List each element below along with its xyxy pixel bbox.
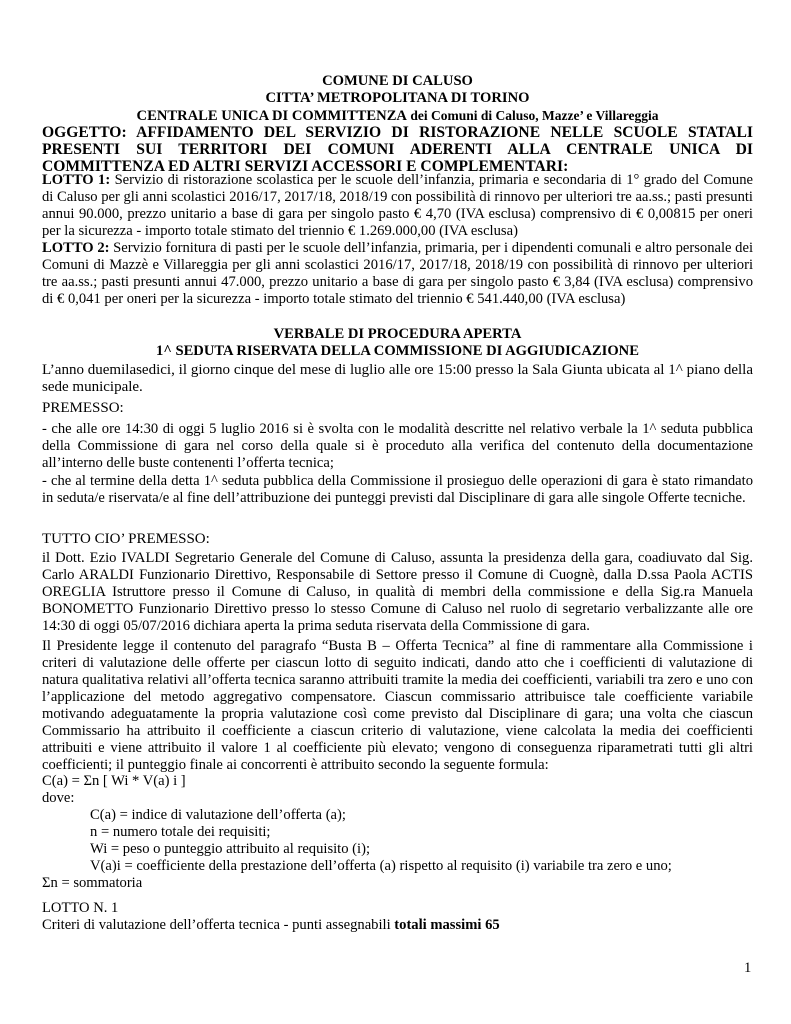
- page-number: 1: [744, 960, 752, 976]
- lotto-n1-heading: LOTTO N. 1: [42, 900, 119, 916]
- subject: OGGETTO: AFFIDAMENTO DEL SERVIZIO DI RISTORAZIONE NELLE SCUOLE STATALI PRESENTI SUI TERRITORI DEI COMUNI ADERENTI ALLA CENTRALE UNICA DI COMMITTENZA ED ALTRI SERVIZI ACCESSORI E COMPLEMENTARI:: [42, 124, 753, 175]
- document-header: [42, 73, 753, 125]
- verbale-title: [42, 326, 753, 360]
- premesso-item: - che alle ore 14:30 di oggi 5 luglio 2016 si è svolta con le modalità descritte nel relativo verbale la 1^ seduta pubblica della Commissione di gara nel corso della quale si è proceduto alla verifica del contenuto della documentazione all’interno delle buste contenenti l’offerta tecnica;: [42, 421, 753, 471]
- commission-paragraph: il Dott. Ezio IVALDI Segretario Generale del Comune di Caluso, assunta la presidenza della gara, coadiuvato dal Sig. Carlo ARALDI Funzionario Direttivo, Responsabile di Settore presso il Comune di Cuognè, dalla D.ssa Paola ACTIS OREGLIA Istruttore presso il Comune di Caluso, in qualità di membri della commissione e della Sig.ra Manuela BONOMETTO Funzionario Direttivo presso lo stesso Comune di Caluso nel ruolo di segretario verbalizzante alle ore 14:30 di oggi 05/07/2016 dichiara aperta la prima seduta riservata della Commissione di gara.: [42, 550, 753, 634]
- header-line3: CENTRALE UNICA DI COMMITTENZA dei Comuni di Caluso, Mazze’ e Villareggia: [136, 108, 659, 124]
- definition: C(a) = indice di valutazione dell’offerta (a);: [90, 807, 346, 823]
- formula: [42, 773, 753, 892]
- sommatoria: Σn = sommatoria: [42, 875, 143, 891]
- lotto-n1-section: [42, 900, 753, 934]
- verbale-title2: 1^ SEDUTA RISERVATA DELLA COMMISSIONE DI AGGIUDICAZIONE: [156, 343, 639, 359]
- verbale-title1: VERBALE DI PROCEDURA APERTA: [273, 326, 522, 342]
- premesso-item: - che al termine della detta 1^ seduta pubblica della Commissione il prosieguo delle operazioni di gara è stato rimandato in seduta/e riservata/e al fine dell’attribuzione dei punteggi previsti dal Disciplinare di gara alle singole Offerte tecniche.: [42, 473, 753, 506]
- dove-label: dove:: [42, 790, 75, 806]
- premesso-heading: PREMESSO:: [42, 400, 124, 416]
- definition: n = numero totale dei requisiti;: [90, 824, 271, 840]
- formula-text: C(a) = Σn [ Wi * V(a) i ]: [42, 773, 186, 789]
- definition: V(a)i = coefficiente della prestazione dell’offerta (a) rispetto al requisito (i) variabile tra zero e uno;: [90, 858, 672, 874]
- lotto2-description: LOTTO 2: Servizio fornitura di pasti per le scuole dell’infanzia, primaria, per i dipendenti comunali e altro personale dei Comuni di Mazzè e Villareggia per gli anni scolastici 2016/17, 2017/18, 2018/19 con possibilità di rinnovo per ulteriori tre aa.ss.; pasti presunti annui 47.000, prezzo unitario a base di gara per singolo pasto € 3,84 (IVA esclusa) comprensivo di € 0,041 per oneri per la sicurezza - importo totale stimato del triennio € 541.440,00 (IVA esclusa): [42, 240, 754, 307]
- criteria-paragraph: Il Presidente legge il contenuto del paragrafo “Busta B – Offerta Tecnica” al fine di rammentare alla Commissione i criteri di valutazione delle offerte per ciascun lotto di seguito indicati, dando atto che i coefficienti di valutazione di natura qualitativa relativi all’offerta tecnica saranno attribuiti tramite la media dei coefficienti, variabili tra zero e uno con l’applicazione del metodo aggregativo compensatore. Ciascun commissario attribuisce tale coefficiente variabile motivando adeguatamente la propria valutazione così come previsto dal Disciplinare di gara; una volta che ciascun Commissario ha attribuito il coefficiente a ciascun criterio di valutazione, viene calcolata la media dei coefficienti attribuiti e viene attribuito il valore 1 al coefficiente più elevato; vengono di conseguenza riparametrati tutti gli altri coefficienti; il punteggio finale ai concorrenti è attribuito secondo la seguente formula:: [42, 638, 753, 773]
- header-line2: CITTA’ METROPOLITANA DI TORINO: [265, 90, 530, 106]
- definition: Wi = peso o punteggio attribuito al requisito (i);: [90, 841, 371, 857]
- intro-paragraph: L’anno duemilasedici, il giorno cinque del mese di luglio alle ore 15:00 presso la Sala Giunta ubicata al 1^ piano della sede municipale.: [42, 362, 753, 395]
- lotto1-description: LOTTO 1: Servizio di ristorazione scolastica per le scuole dell’infanzia, primaria e secondaria di 1° grado del Comune di Caluso per gli anni scolastici 2016/17, 2017/18, 2018/19 con possibilità di rinnovo per ulteriori tre aa.ss.; pasti presunti annui 90.000, prezzo unitario a base di gara per singolo pasto € 4,70 (IVA esclusa) comprensivo di € 0,00815 per oneri per la sicurezza - importo totale stimato del triennio € 1.269.000,00 (IVA esclusa): [42, 172, 754, 239]
- criteria-line: Criteri di valutazione dell’offerta tecnica - punti assegnabili totali massimi 65: [42, 917, 500, 933]
- header-line1: COMUNE DI CALUSO: [322, 73, 473, 89]
- tutto-premesso-heading: TUTTO CIO’ PREMESSO:: [42, 531, 210, 547]
